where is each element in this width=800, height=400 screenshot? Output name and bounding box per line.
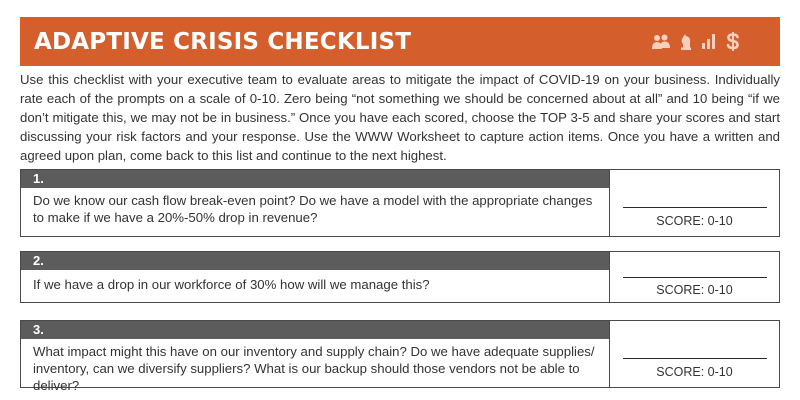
dollar-icon (726, 32, 740, 51)
checklist-item-2 (20, 251, 780, 303)
people-icon (652, 34, 670, 50)
page-title: ADAPTIVE CRISIS CHECKLIST (34, 28, 412, 55)
item-number: 3. (21, 321, 609, 339)
header-banner (20, 17, 780, 66)
checklist-item-1 (20, 169, 780, 237)
question-box (20, 320, 609, 393)
item-question: Do we know our cash flow break-even point? Do we have a model with the appropriate changes to make if we have a 20%-50% drop in revenue? (33, 193, 593, 225)
score-box[interactable] (609, 169, 780, 237)
question-box (20, 169, 609, 237)
score-label: SCORE: 0-10 (656, 365, 733, 379)
chess-knight-icon (680, 33, 692, 50)
item-question: If we have a drop in our workforce of 30% how will we manage this? (33, 277, 430, 292)
score-entry-line[interactable] (623, 277, 767, 278)
score-label: SCORE: 0-10 (656, 214, 733, 228)
score-box[interactable] (609, 251, 780, 303)
item-number: 1. (21, 170, 609, 188)
score-entry-line[interactable] (623, 358, 767, 359)
item-number: 2. (21, 252, 609, 270)
score-box[interactable] (609, 320, 780, 388)
bar-chart-icon (702, 34, 716, 49)
header-icons (652, 32, 740, 51)
score-entry-line[interactable] (623, 207, 767, 208)
checklist-item-3 (20, 320, 780, 393)
item-question: What impact might this have on our inventory and supply chain? Do we have adequate supplies/ inventory, can we diversify suppliers? What is our backup should those vendors not be able to deliver? (33, 344, 595, 393)
score-label: SCORE: 0-10 (656, 283, 733, 297)
intro-paragraph: Use this checklist with your executive team to evaluate areas to mitigate the impact of COVID-19 on your business. Individually rate each of the prompts on a scale of 0-10. Zero being “not something we should be concerned about at all” and 10 being “if we don’t mitigate this, we may not be in business.” Once you have each scored, choose the TOP 3-5 and share your scores and start discussing your risk factors and your response. Use the WWW Worksheet to capture action items. Once you have a written and agreed upon plan, come back to this list and continue to the next highest. (20, 72, 780, 163)
question-box (20, 251, 609, 303)
